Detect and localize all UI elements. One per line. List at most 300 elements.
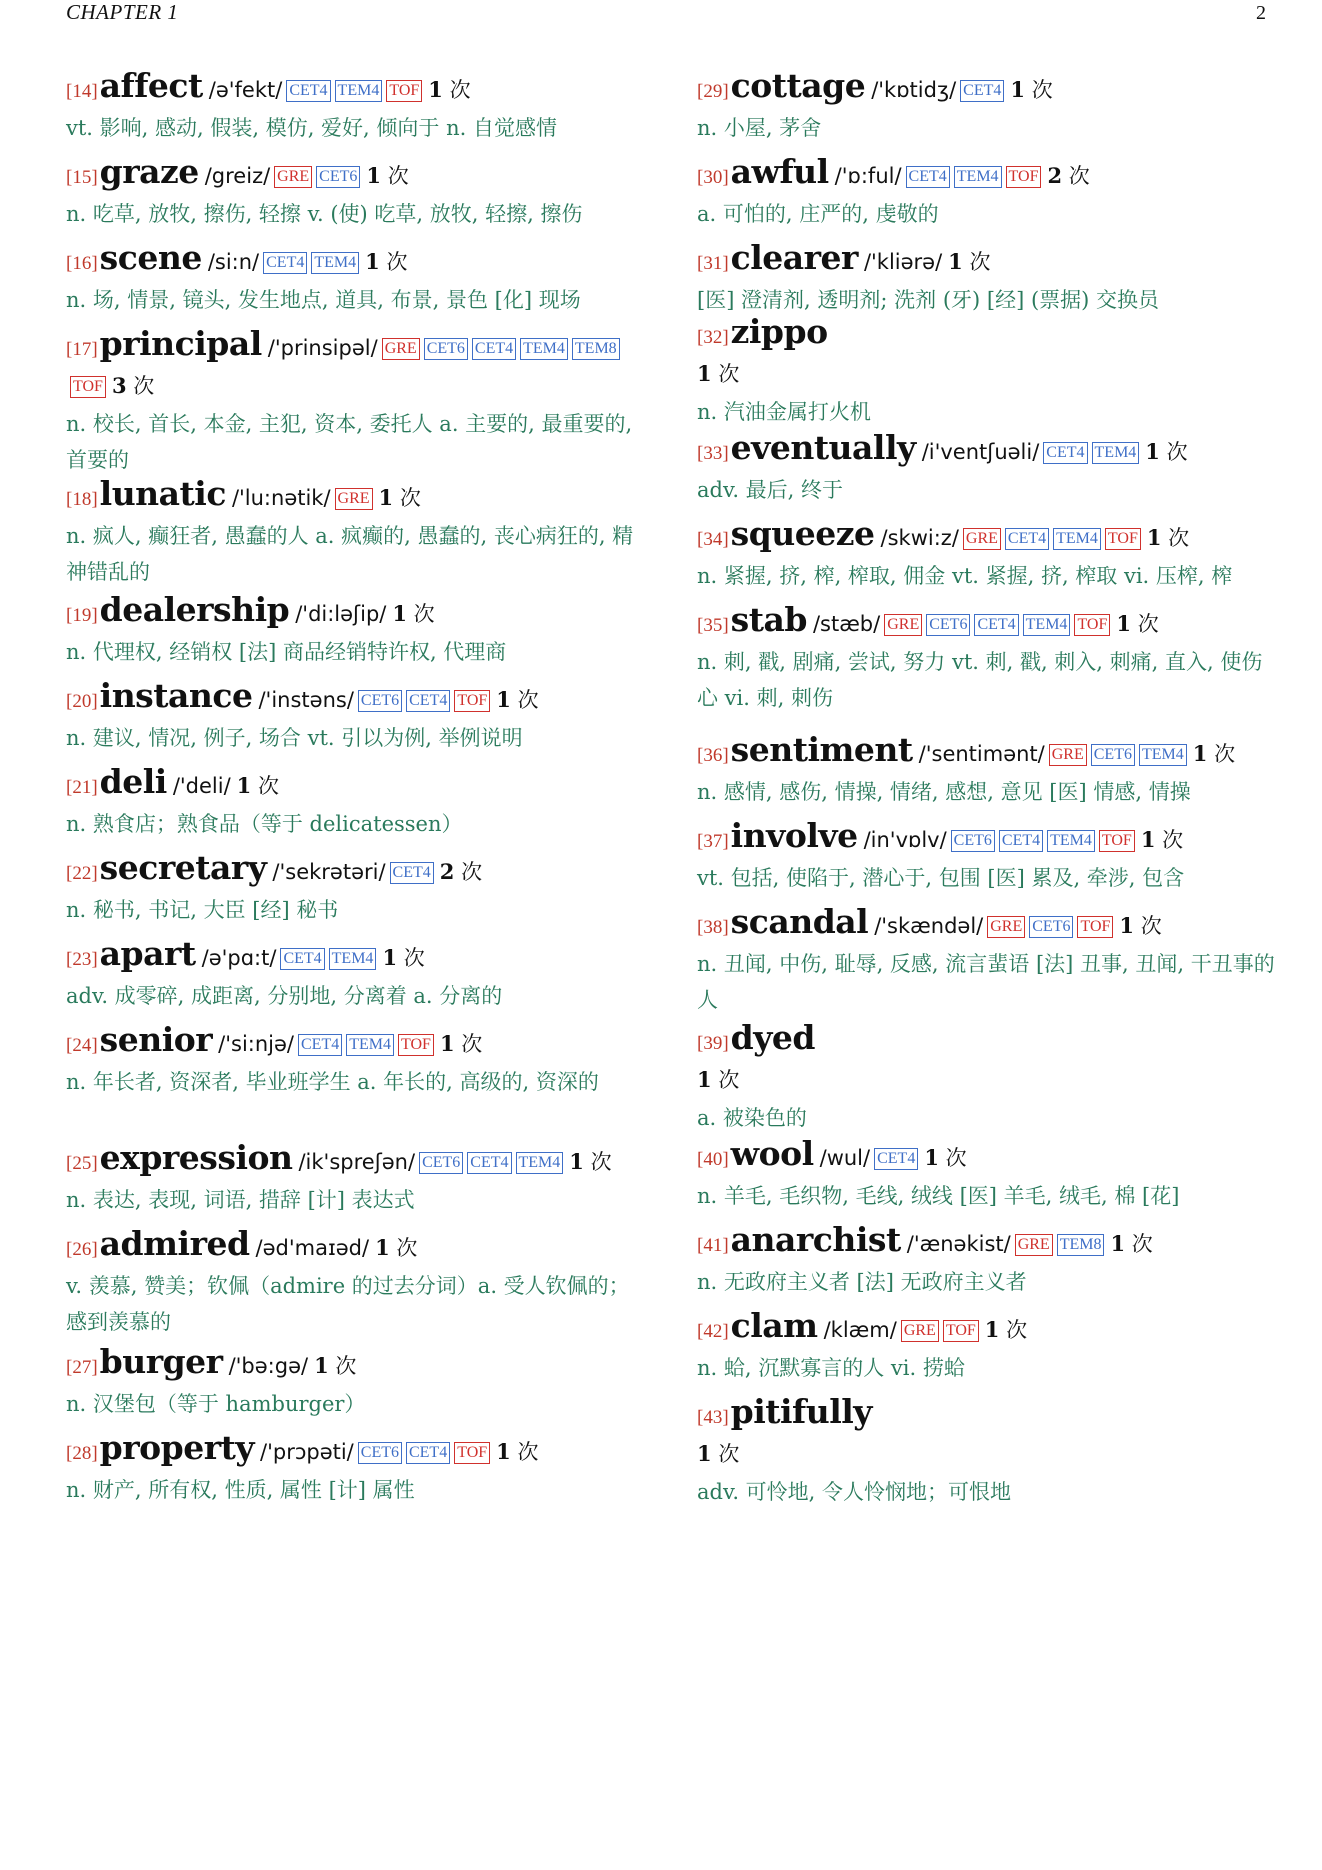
headword: wool [730, 1134, 814, 1173]
exam-tag-cet6: CET6 [358, 1442, 402, 1464]
count-unit: 次 [1137, 612, 1159, 636]
occurrence-count [440, 860, 482, 884]
entry-headline [697, 154, 1277, 196]
exam-tag-tof: TOF [1105, 528, 1141, 550]
exam-tag-gre: GRE [382, 338, 420, 360]
count-number: 1 [1110, 1231, 1126, 1256]
phonetic: /ə'fekt/ [208, 78, 283, 102]
definition: n. 疯人, 癫狂者, 愚蠢的人 a. 疯癫的, 愚蠢的, 丧心病狂的, 精神错乱的 [66, 524, 634, 584]
entry-index: [23] [66, 949, 98, 970]
word-entry [697, 1136, 1277, 1214]
word-entry [697, 154, 1277, 232]
phonetic: /i'ventʃuəli/ [921, 440, 1040, 464]
count-unit: 次 [403, 946, 425, 970]
phonetic: /'bə:gə/ [228, 1354, 309, 1378]
word-entry [66, 326, 636, 478]
phonetic: /si:n/ [207, 250, 260, 274]
definition: n. 吃草, 放牧, 擦伤, 轻擦 v. (使) 吃草, 放牧, 轻擦, 擦伤 [66, 202, 583, 226]
word-entry [66, 476, 636, 590]
count-unit: 次 [399, 486, 421, 510]
count-unit: 次 [1162, 828, 1184, 852]
exam-tag-cet6: CET6 [926, 614, 970, 636]
count-number: 1 [392, 601, 407, 626]
entry-headline [697, 1308, 1277, 1350]
exam-tag-tem4: TEM4 [335, 80, 383, 102]
word-entry [697, 1394, 1277, 1510]
count-number: 1 [382, 945, 398, 970]
count-unit: 次 [396, 1236, 418, 1260]
entry-headline [697, 430, 1277, 472]
entry-headline [66, 240, 636, 282]
entry-index: [26] [66, 1239, 98, 1260]
occurrence-count [366, 164, 408, 188]
headword: dealership [99, 590, 290, 629]
entry-index: [28] [66, 1443, 98, 1464]
entry-headline [66, 764, 636, 806]
headword: involve [730, 816, 858, 855]
count-line [697, 1436, 1277, 1474]
occurrence-count [496, 1440, 538, 1464]
count-number: 2 [439, 859, 455, 884]
word-entry [697, 68, 1277, 146]
entry-headline [66, 1430, 636, 1472]
entry-index: [19] [66, 605, 98, 626]
count-number: 1 [1116, 611, 1131, 636]
count-number: 1 [1192, 741, 1208, 766]
headword: affect [99, 66, 203, 105]
occurrence-count [1141, 828, 1183, 852]
count-number: 3 [111, 373, 127, 398]
entry-headline [66, 592, 636, 634]
entry-index: [22] [66, 863, 98, 884]
exam-tag-cet4: CET4 [874, 1148, 918, 1170]
headword: zippo [730, 312, 828, 351]
exam-tag-tem8: TEM8 [1057, 1234, 1105, 1256]
exam-tag-cet4: CET4 [280, 948, 324, 970]
phonetic: /əd'maɪəd/ [255, 1236, 370, 1260]
count-unit: 次 [449, 78, 471, 102]
definition: n. 熟食店；熟食品（等于 delicatessen） [66, 812, 463, 836]
headword: burger [99, 1342, 223, 1381]
entry-headline [66, 1022, 636, 1064]
occurrence-count [375, 1236, 417, 1260]
page-number: 2 [1256, 2, 1266, 24]
exam-tag-gre: GRE [901, 1320, 939, 1342]
count-number: 1 [439, 1031, 455, 1056]
headword: sentiment [730, 730, 913, 769]
count-unit: 次 [718, 1442, 740, 1466]
entry-headline [697, 1222, 1277, 1264]
entry-index: [29] [697, 81, 729, 102]
occurrence-count [569, 1150, 611, 1174]
word-entry [66, 1430, 636, 1508]
occurrence-count [985, 1318, 1027, 1342]
entry-headline [697, 1020, 1277, 1062]
count-unit: 次 [257, 774, 279, 798]
exam-tag-tof: TOF [1077, 916, 1113, 938]
entry-headline [66, 326, 636, 406]
headword: principal [99, 324, 262, 363]
exam-tag-cet6: CET6 [358, 690, 402, 712]
headword: awful [730, 152, 829, 191]
entry-headline [697, 818, 1277, 860]
definition: n. 感情, 感伤, 情操, 情绪, 感想, 意见 [医] 情感, 情操 [697, 780, 1191, 804]
headword: scene [99, 238, 202, 277]
count-unit: 次 [413, 602, 435, 626]
occurrence-count [382, 946, 424, 970]
word-entry [697, 904, 1277, 1018]
count-unit: 次 [461, 1032, 483, 1056]
count-number: 1 [984, 1317, 1000, 1342]
headword: expression [99, 1138, 293, 1177]
count-unit: 次 [335, 1354, 357, 1378]
occurrence-count [1193, 742, 1235, 766]
entry-index: [18] [66, 489, 98, 510]
count-unit: 次 [461, 860, 483, 884]
definition: n. 年长者, 资深者, 毕业班学生 a. 年长的, 高级的, 资深的 [66, 1070, 599, 1094]
word-entry [697, 1308, 1277, 1386]
entry-index: [14] [66, 81, 98, 102]
definition: n. 秘书, 书记, 大臣 [经] 秘书 [66, 898, 339, 922]
definition: n. 丑闻, 中伤, 耻辱, 反感, 流言蜚语 [法] 丑事, 丑闻, 干丑事的人 [697, 952, 1275, 1012]
phonetic: /'kliərə/ [863, 250, 943, 274]
exam-tag-cet4: CET4 [472, 338, 516, 360]
count-number: 1 [1145, 439, 1160, 464]
exam-tag-gre: GRE [987, 916, 1025, 938]
phonetic: /ik'spreʃən/ [298, 1150, 416, 1174]
definition: vt. 影响, 感动, 假装, 模仿, 爱好, 倾向于 n. 自觉感情 [66, 116, 557, 140]
headword: pitifully [730, 1392, 872, 1431]
exam-tag-tem4: TEM4 [346, 1034, 394, 1056]
entry-index: [34] [697, 529, 729, 550]
count-unit: 次 [133, 374, 155, 398]
entry-index: [21] [66, 777, 98, 798]
count-line [697, 1062, 1277, 1100]
headword: instance [99, 676, 253, 715]
count-number: 1 [697, 1441, 712, 1466]
headword: anarchist [730, 1220, 901, 1259]
exam-tag-cet6: CET6 [424, 338, 468, 360]
count-unit: 次 [1006, 1318, 1028, 1342]
definition: n. 财产, 所有权, 性质, 属性 [计] 属性 [66, 1478, 415, 1502]
definition: a. 被染色的 [697, 1106, 807, 1130]
entry-index: [41] [697, 1235, 729, 1256]
occurrence-count [1147, 526, 1189, 550]
entry-headline [66, 1140, 636, 1182]
exam-tag-cet4: CET4 [999, 830, 1043, 852]
phonetic: /'sekrətəri/ [272, 860, 386, 884]
occurrence-count [314, 1354, 356, 1378]
exam-tag-gre: GRE [1015, 1234, 1053, 1256]
phonetic: /'instəns/ [258, 688, 354, 712]
definition: n. 校长, 首长, 本金, 主犯, 资本, 委托人 a. 主要的, 最重要的, 首要的 [66, 412, 633, 472]
headword: cottage [730, 66, 866, 105]
entry-index: [24] [66, 1035, 98, 1056]
exam-tag-tof: TOF [454, 1442, 490, 1464]
count-number: 1 [1119, 913, 1135, 938]
word-entry [697, 314, 1277, 430]
entry-headline [697, 1136, 1277, 1178]
exam-tag-tof: TOF [1099, 830, 1135, 852]
headword: admired [99, 1224, 250, 1263]
count-unit: 次 [1131, 1232, 1153, 1256]
phonetic: /'ænəkist/ [906, 1232, 1011, 1256]
exam-tag-tem4: TEM4 [1092, 442, 1140, 464]
exam-tag-tem4: TEM4 [1139, 744, 1187, 766]
exam-tag-tof: TOF [386, 80, 422, 102]
exam-tag-cet4: CET4 [390, 862, 434, 884]
definition: n. 表达, 表现, 词语, 措辞 [计] 表达式 [66, 1188, 415, 1212]
phonetic: /'kɒtidʒ/ [871, 78, 957, 102]
count-number: 1 [697, 1067, 712, 1092]
word-entry [66, 1140, 636, 1218]
headword: dyed [730, 1018, 815, 1057]
count-number: 1 [378, 485, 394, 510]
exam-tag-cet4: CET4 [974, 614, 1018, 636]
headword: squeeze [730, 514, 875, 553]
definition: n. 刺, 戳, 剧痛, 尝试, 努力 vt. 刺, 戳, 刺入, 刺痛, 直入, 使伤心 vi. 刺, 刺伤 [697, 650, 1263, 710]
count-number: 1 [428, 77, 443, 102]
entry-index: [30] [697, 167, 729, 188]
occurrence-count [697, 362, 739, 386]
word-entry [697, 1222, 1277, 1300]
exam-tag-tof: TOF [454, 690, 490, 712]
entry-index: [15] [66, 167, 98, 188]
occurrence-count [237, 774, 279, 798]
phonetic: /in'vɒlv/ [863, 828, 947, 852]
count-unit: 次 [517, 688, 539, 712]
count-number: 1 [496, 1439, 511, 1464]
chapter-title: CHAPTER 1 [66, 0, 179, 24]
phonetic: /wul/ [819, 1146, 871, 1170]
count-unit: 次 [590, 1150, 612, 1174]
definition: n. 羊毛, 毛织物, 毛线, 绒线 [医] 羊毛, 绒毛, 棉 [花] [697, 1184, 1180, 1208]
exam-tag-gre: GRE [963, 528, 1001, 550]
occurrence-count [1145, 440, 1187, 464]
count-number: 1 [948, 249, 963, 274]
count-unit: 次 [945, 1146, 967, 1170]
entry-headline [66, 850, 636, 892]
exam-tag-tem4: TEM4 [516, 1152, 564, 1174]
entry-index: [27] [66, 1357, 98, 1378]
exam-tag-tem4: TEM4 [311, 252, 359, 274]
headword: graze [99, 152, 199, 191]
count-number: 1 [375, 1235, 390, 1260]
definition: n. 无政府主义者 [法] 无政府主义者 [697, 1270, 1027, 1294]
phonetic: /klæm/ [823, 1318, 897, 1342]
exam-tag-gre: GRE [274, 166, 312, 188]
entry-index: [37] [697, 831, 729, 852]
exam-tag-cet4: CET4 [1043, 442, 1087, 464]
entry-headline [697, 516, 1277, 558]
word-entry [66, 936, 636, 1014]
count-unit: 次 [1214, 742, 1236, 766]
word-entry [697, 602, 1277, 716]
phonetic: /'prɔpəti/ [260, 1440, 354, 1464]
definition: n. 代理权, 经销权 [法] 商品经销特许权, 代理商 [66, 640, 507, 664]
exam-tag-cet6: CET6 [951, 830, 995, 852]
headword: eventually [730, 428, 916, 467]
exam-tag-cet4: CET4 [1005, 528, 1049, 550]
occurrence-count [1110, 1232, 1152, 1256]
entry-index: [25] [66, 1153, 98, 1174]
occurrence-count [1116, 612, 1158, 636]
entry-headline [66, 1226, 636, 1268]
count-number: 2 [1047, 163, 1063, 188]
exam-tag-cet6: CET6 [419, 1152, 463, 1174]
definition: adv. 可怜地, 令人怜悯地；可恨地 [697, 1480, 1012, 1504]
entry-index: [31] [697, 253, 729, 274]
word-entry [697, 818, 1277, 896]
definition: n. 蛤, 沉默寡言的人 vi. 捞蛤 [697, 1356, 965, 1380]
headword: lunatic [99, 474, 226, 513]
phonetic: /'si:njə/ [218, 1032, 294, 1056]
exam-tag-cet4: CET4 [263, 252, 307, 274]
count-number: 1 [924, 1145, 939, 1170]
count-number: 1 [496, 687, 511, 712]
entry-index: [38] [697, 917, 729, 938]
exam-tag-tem4: TEM4 [1047, 830, 1095, 852]
exam-tag-gre: GRE [884, 614, 922, 636]
exam-tag-cet4: CET4 [467, 1152, 511, 1174]
count-number: 1 [366, 163, 382, 188]
entry-headline [66, 68, 636, 110]
entry-headline [697, 904, 1277, 946]
word-entry [66, 154, 636, 232]
word-entry [66, 764, 636, 842]
headword: clam [730, 1306, 818, 1345]
entry-index: [43] [697, 1407, 729, 1428]
occurrence-count [1010, 78, 1052, 102]
phonetic: /skwi:z/ [880, 526, 959, 550]
count-unit: 次 [1140, 914, 1162, 938]
count-unit: 次 [1068, 164, 1090, 188]
count-line [697, 356, 1277, 394]
exam-tag-tem4: TEM4 [954, 166, 1002, 188]
word-entry [697, 1020, 1277, 1136]
phonetic: /'lu:nətik/ [231, 486, 331, 510]
entry-headline [697, 602, 1277, 644]
count-number: 1 [314, 1353, 329, 1378]
count-unit: 次 [718, 362, 740, 386]
word-entry [697, 732, 1277, 810]
exam-tag-tem4: TEM4 [1023, 614, 1071, 636]
exam-tag-cet4: CET4 [406, 690, 450, 712]
word-entry [66, 68, 636, 146]
entry-index: [16] [66, 253, 98, 274]
word-entry [66, 240, 636, 318]
occurrence-count [924, 1146, 966, 1170]
phonetic: /'deli/ [172, 774, 231, 798]
entry-index: [33] [697, 443, 729, 464]
exam-tag-cet4: CET4 [298, 1034, 342, 1056]
exam-tag-tem4: TEM4 [1053, 528, 1101, 550]
occurrence-count [365, 250, 407, 274]
definition: v. 羡慕, 赞美；钦佩（admire 的过去分词）a. 受人钦佩的；感到羡慕的 [66, 1274, 630, 1334]
entry-headline [66, 476, 636, 518]
entry-headline [66, 936, 636, 978]
count-unit: 次 [1168, 526, 1190, 550]
occurrence-count [379, 486, 421, 510]
occurrence-count [428, 78, 470, 102]
entry-headline [697, 314, 1277, 356]
headword: stab [730, 600, 807, 639]
entry-headline [66, 678, 636, 720]
exam-tag-tof: TOF [70, 376, 106, 398]
exam-tag-tem8: TEM8 [572, 338, 620, 360]
count-unit: 次 [1166, 440, 1188, 464]
count-number: 1 [569, 1149, 584, 1174]
word-entry [697, 240, 1277, 318]
definition: [医] 澄清剂, 透明剂; 洗剂 (牙) [经] (票据) 交换员 [697, 288, 1160, 312]
definition: a. 可怕的, 庄严的, 虔敬的 [697, 202, 939, 226]
occurrence-count [697, 1068, 739, 1092]
word-entry [66, 1022, 636, 1100]
headword: senior [99, 1020, 213, 1059]
phonetic: /greiz/ [204, 164, 271, 188]
count-number: 1 [365, 249, 380, 274]
word-entry [66, 678, 636, 756]
entry-index: [20] [66, 691, 98, 712]
definition: n. 汉堡包（等于 hamburger） [66, 1392, 366, 1416]
phonetic: /ə'pɑ:t/ [201, 946, 277, 970]
entry-index: [35] [697, 615, 729, 636]
phonetic: /'prinsipəl/ [267, 336, 378, 360]
entry-headline [697, 68, 1277, 110]
exam-tag-tem4: TEM4 [329, 948, 377, 970]
exam-tag-cet6: CET6 [1029, 916, 1073, 938]
exam-tag-tof: TOF [1006, 166, 1042, 188]
headword: clearer [730, 238, 858, 277]
count-number: 1 [697, 361, 712, 386]
entry-index: [42] [697, 1321, 729, 1342]
occurrence-count [392, 602, 434, 626]
headword: apart [99, 934, 196, 973]
exam-tag-tem4: TEM4 [520, 338, 568, 360]
exam-tag-gre: GRE [335, 488, 373, 510]
definition: adv. 成零碎, 成距离, 分别地, 分离着 a. 分离的 [66, 984, 503, 1008]
exam-tag-tof: TOF [1074, 614, 1110, 636]
count-unit: 次 [969, 250, 991, 274]
phonetic: /stæb/ [812, 612, 881, 636]
occurrence-count [1119, 914, 1161, 938]
exam-tag-cet4: CET4 [406, 1442, 450, 1464]
count-unit: 次 [517, 1440, 539, 1464]
entry-index: [32] [697, 327, 729, 348]
occurrence-count [440, 1032, 482, 1056]
phonetic: /'sentimənt/ [918, 742, 1045, 766]
phonetic: /'di:ləʃip/ [295, 602, 387, 626]
exam-tag-cet6: CET6 [1091, 744, 1135, 766]
headword: scandal [730, 902, 869, 941]
count-number: 1 [236, 773, 252, 798]
exam-tag-cet4: CET4 [960, 80, 1004, 102]
page-header [66, 0, 1266, 26]
entry-index: [17] [66, 339, 98, 360]
definition: n. 紧握, 挤, 榨, 榨取, 佣金 vt. 紧握, 挤, 榨取 vi. 压榨, 榨 [697, 564, 1233, 588]
entry-index: [36] [697, 745, 729, 766]
word-entry [66, 850, 636, 928]
count-number: 1 [1140, 827, 1156, 852]
definition: vt. 包括, 使陷于, 潜心于, 包围 [医] 累及, 牵涉, 包含 [697, 866, 1185, 890]
phonetic: /'ɒ:ful/ [834, 164, 902, 188]
phonetic: /'skændəl/ [874, 914, 984, 938]
exam-tag-tof: TOF [943, 1320, 979, 1342]
definition: n. 场, 情景, 镜头, 发生地点, 道具, 布景, 景色 [化] 现场 [66, 288, 581, 312]
occurrence-count [1047, 164, 1089, 188]
definition: n. 小屋, 茅舍 [697, 116, 822, 140]
entry-headline [697, 732, 1277, 774]
